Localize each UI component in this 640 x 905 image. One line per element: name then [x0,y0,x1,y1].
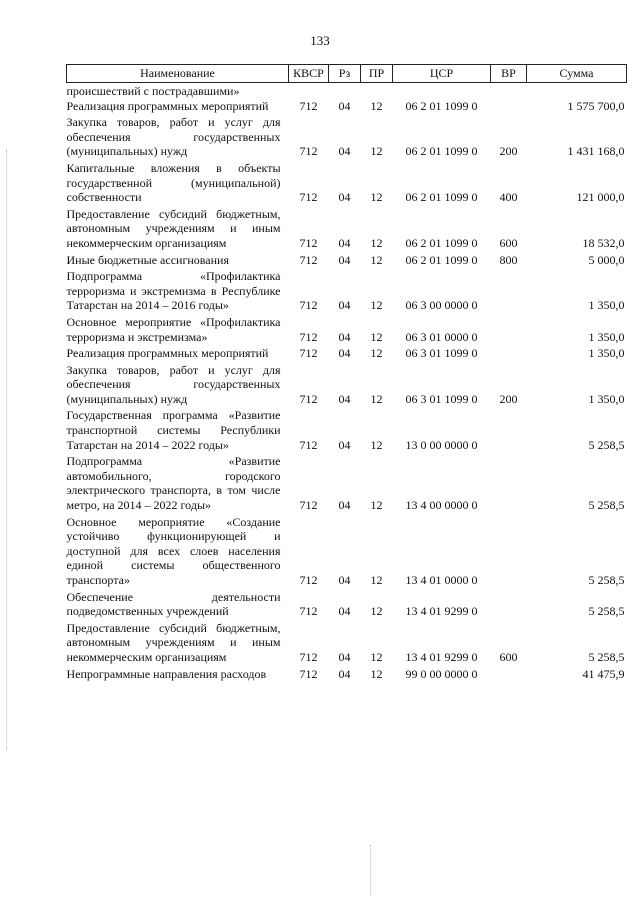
cell-vr: 600 [499,649,518,664]
cell-rz: 04 [338,391,351,406]
cell-vr [491,515,527,590]
table-row [67,590,627,621]
cell-pr: 12 [370,649,383,664]
cell-kvsr: 712 [299,329,318,344]
table-row [67,667,627,684]
cell-pr: 12 [370,252,383,267]
page-number: 133 [310,33,330,48]
cell-csr: 06 2 01 1099 0 [405,144,478,159]
cell-sum: 5 258,5 [588,649,625,664]
cell-csr: 06 3 01 1099 0 [405,391,478,406]
header-pr: ПР [361,65,393,83]
cell-vr: 200 [499,391,518,406]
cell-vr [491,408,527,454]
table-row [67,515,627,590]
cell-sum: 1 350,0 [588,346,625,361]
cell-rz: 04 [338,437,351,452]
continuation-text: происшествий с пострадавшими» [66,84,240,98]
cell-rz: 04 [338,666,351,681]
cell-sum: 5 258,5 [588,604,625,619]
cell-sum: 1 575 700,0 [567,98,625,113]
table-row [67,115,627,161]
table-row [67,161,627,207]
cell-sum: 5 258,5 [588,437,625,452]
cell-csr: 13 4 01 0000 0 [405,573,478,587]
cell-kvsr: 712 [299,573,318,587]
table-row [67,207,627,253]
margin-mark [370,845,371,895]
cell-pr: 12 [370,329,383,344]
cell-rz: 04 [338,498,351,513]
cell-name: Реализация программных мероприятий [66,346,269,361]
cell-rz: 04 [338,346,351,361]
cell-csr: 06 3 01 0000 0 [405,329,478,344]
cell-sum: 1 431 168,0 [567,144,625,159]
cell-name: Основное мероприятие «Создание устойчиво функционирующей и доступной для всех слоев населения единой системы общественного транспорта» [66,514,281,587]
cell-name: Государственная программа «Развитие транспортной системы Республики Татарстан на 2014 – 2022 годы» [66,408,281,452]
cell-pr: 12 [370,604,383,619]
cell-csr: 13 4 01 9299 0 [405,649,478,664]
cell-kvsr: 712 [299,437,318,452]
cell-name: Основное мероприятие «Профилактика терроризма и экстремизма» [66,314,281,344]
cell-kvsr: 712 [299,666,318,681]
cell-rz: 04 [338,252,351,267]
cell-csr: 06 2 01 1099 0 [405,98,478,113]
budget-table [66,64,627,683]
cell-name: Обеспечение деятельности подведомственных учреждений [66,589,281,619]
table-row [67,454,627,514]
table-row [67,269,627,315]
cell-sum: 5 000,0 [588,252,625,267]
cell-vr: 600 [499,235,518,250]
cell-rz: 04 [338,190,351,205]
cell-name: Закупка товаров, работ и услуг для обеспечения государственных (муниципальных) нужд [66,115,281,159]
margin-mark [6,150,7,750]
cell-pr: 12 [370,190,383,205]
cell-kvsr: 712 [299,498,318,513]
cell-rz: 04 [338,235,351,250]
cell-csr: 06 3 01 1099 0 [405,346,478,361]
cell-pr: 12 [370,144,383,159]
header-vr: ВР [491,65,527,83]
cell-kvsr: 712 [299,649,318,664]
cell-csr: 99 0 00 0000 0 [405,666,478,681]
cell-vr [491,590,527,621]
cell-name: Подпрограмма «Развитие автомобильного, городского электрического транспорта, в том числе метро, на 2014 – 2022 годы» [66,454,281,513]
cell-kvsr: 712 [299,298,318,313]
cell-name: Иные бюджетные ассигнования [66,252,229,267]
cell-vr [491,269,527,315]
header-sum: Сумма [527,65,627,83]
cell-name: Непрограммные направления расходов [66,666,267,681]
header-csr: ЦСР [393,65,491,83]
cell-csr: 13 0 00 0000 0 [405,437,478,452]
cell-name: Капитальные вложения в объекты государственной (муниципальной) собственности [66,160,281,205]
cell-csr: 13 4 01 9299 0 [405,604,478,619]
cell-csr: 06 2 01 1099 0 [405,190,478,205]
table-row [67,253,627,270]
continuation-row [67,83,627,99]
cell-name: Закупка товаров, работ и услуг для обеспечения государственных (муниципальных) нужд [66,362,281,406]
cell-name: Подпрограмма «Профилактика терроризма и экстремизма в Республике Татарстан на 2014 – 2016 годы» [66,269,281,313]
cell-rz: 04 [338,573,351,587]
cell-pr: 12 [370,235,383,250]
cell-pr: 12 [370,437,383,452]
table-row [67,621,627,667]
header-name: Наименование [67,65,289,83]
cell-sum: 18 532,0 [582,235,625,250]
cell-pr: 12 [370,298,383,313]
header-kvsr: КВСР [289,65,329,83]
cell-csr: 13 4 00 0000 0 [405,498,478,513]
cell-vr [491,454,527,514]
cell-pr: 12 [370,666,383,681]
cell-rz: 04 [338,649,351,664]
cell-vr [491,99,527,116]
cell-name: Предоставление субсидий бюджетным, автономным учреждениям и иным некоммерческим организациям [66,620,281,664]
cell-vr [491,346,527,363]
cell-csr: 06 2 01 1099 0 [405,252,478,267]
cell-kvsr: 712 [299,98,318,113]
cell-sum: 121 000,0 [576,190,625,205]
cell-vr: 800 [499,252,518,267]
cell-rz: 04 [338,604,351,619]
cell-name: Реализация программных мероприятий [66,98,269,113]
cell-sum: 1 350,0 [588,391,625,406]
cell-vr: 200 [499,144,518,159]
cell-kvsr: 712 [299,235,318,250]
cell-pr: 12 [370,573,383,587]
cell-sum: 5 258,5 [588,573,625,587]
cell-pr: 12 [370,346,383,361]
header-rz: Рз [329,65,361,83]
cell-kvsr: 712 [299,391,318,406]
cell-rz: 04 [338,329,351,344]
table-row [67,315,627,346]
cell-vr: 400 [499,190,518,205]
cell-sum: 1 350,0 [588,298,625,313]
cell-sum: 5 258,5 [588,498,625,513]
table-header-row [67,65,627,83]
table-row [67,408,627,454]
cell-pr: 12 [370,498,383,513]
cell-pr: 12 [370,391,383,406]
table-row [67,346,627,363]
table-row [67,363,627,409]
cell-vr [491,667,527,684]
cell-kvsr: 712 [299,346,318,361]
cell-kvsr: 712 [299,190,318,205]
cell-csr: 06 2 01 1099 0 [405,235,478,250]
cell-rz: 04 [338,98,351,113]
table-row [67,99,627,116]
cell-kvsr: 712 [299,144,318,159]
cell-csr: 06 3 00 0000 0 [405,298,478,313]
cell-rz: 04 [338,298,351,313]
cell-sum: 41 475,9 [582,666,625,681]
cell-vr [491,315,527,346]
cell-rz: 04 [338,144,351,159]
cell-kvsr: 712 [299,604,318,619]
cell-kvsr: 712 [299,252,318,267]
cell-sum: 1 350,0 [588,329,625,344]
cell-name: Предоставление субсидий бюджетным, автономным учреждениям и иным некоммерческим организациям [66,206,281,250]
cell-pr: 12 [370,98,383,113]
